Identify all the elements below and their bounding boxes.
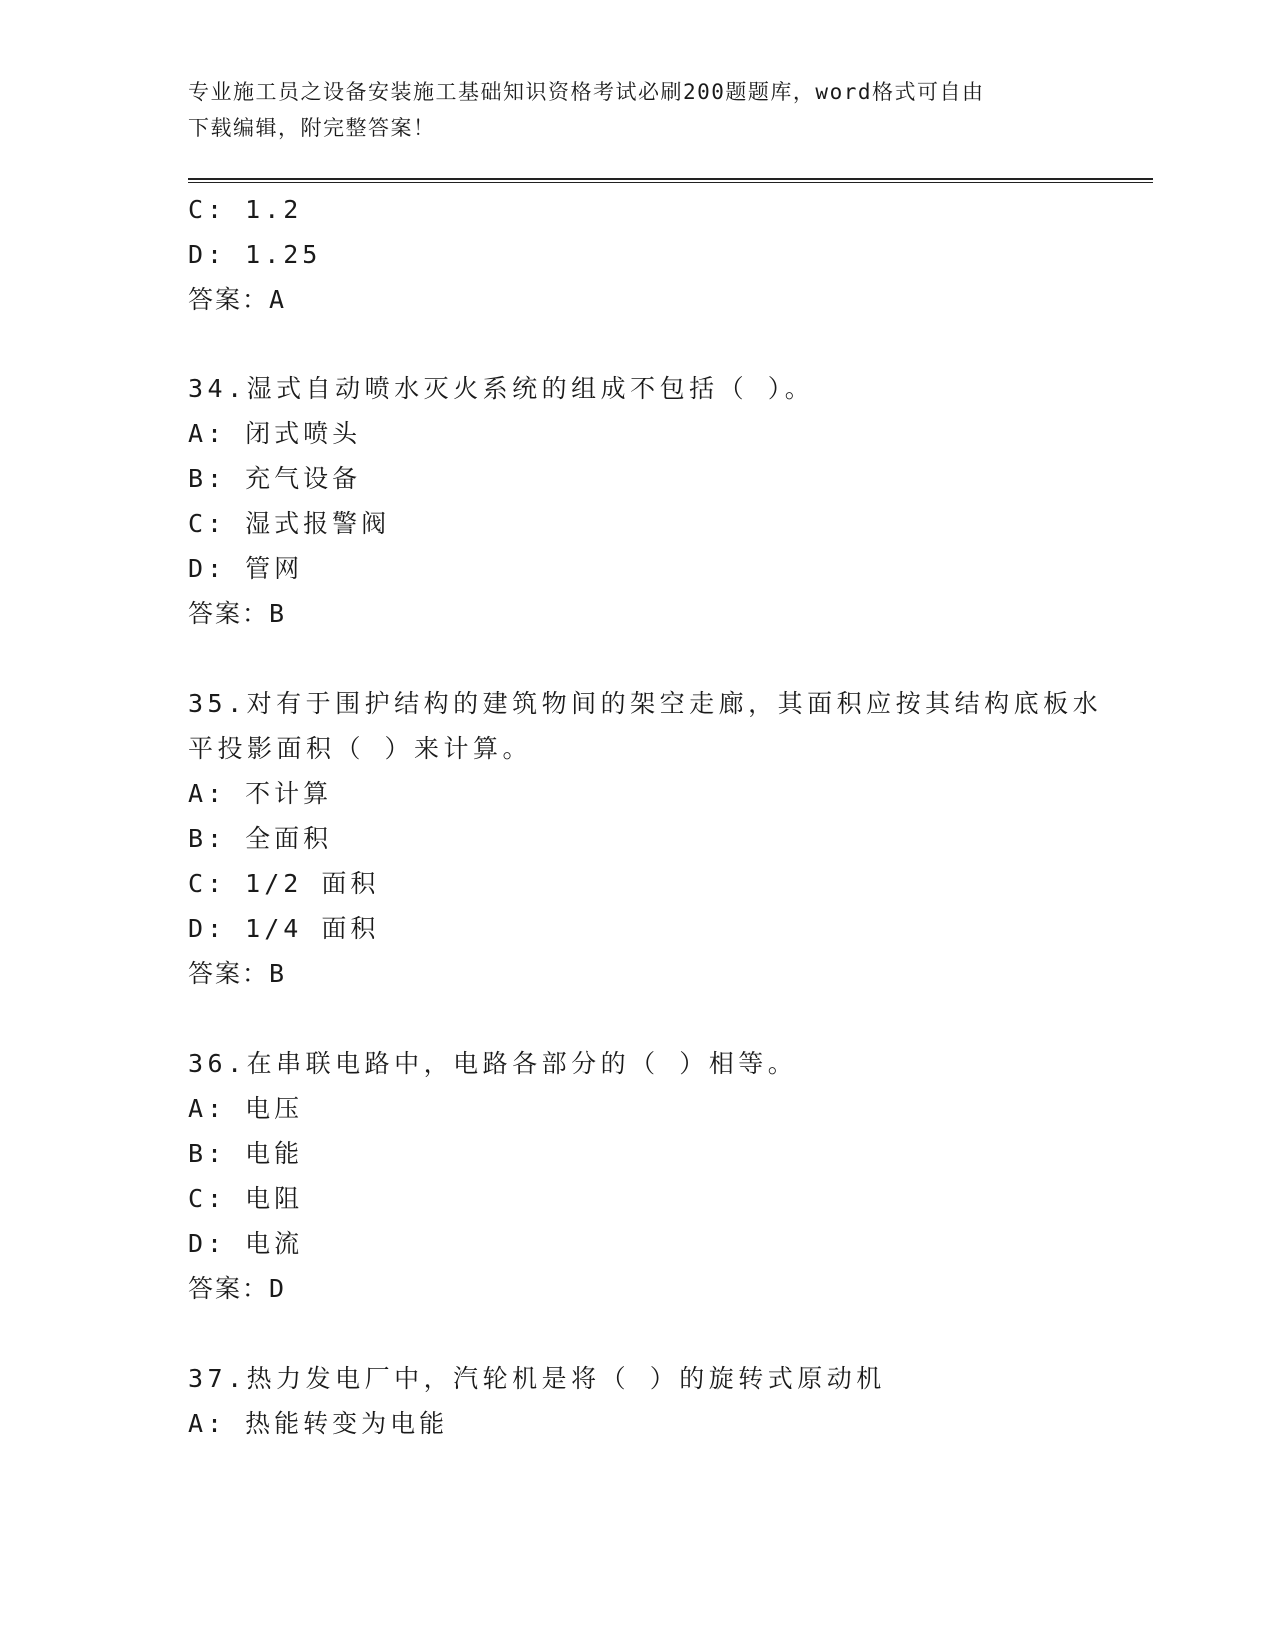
q36-option-b: B: 电能 xyxy=(188,1139,304,1168)
q35-stem-line-2: 平投影面积（ ）来计算。 xyxy=(188,734,533,763)
q36-stem: 36.在串联电路中，电路各部分的（ ）相等。 xyxy=(188,1049,798,1078)
q35-option-d: D: 1/4 面积 xyxy=(188,914,380,943)
q34-option-b: B: 充气设备 xyxy=(188,464,362,493)
q36-option-c: C: 电阻 xyxy=(188,1184,304,1213)
q34-option-a: A: 闭式喷头 xyxy=(188,419,362,448)
page-header xyxy=(188,74,1068,146)
q34-option-c: C: 湿式报警阀 xyxy=(188,509,391,538)
q33-option-c: C: 1.2 xyxy=(188,195,303,224)
q33-answer: 答案：A xyxy=(188,285,287,314)
q34-answer: 答案：B xyxy=(188,599,287,628)
q36-option-d: D: 电流 xyxy=(188,1229,304,1258)
q35-option-b: B: 全面积 xyxy=(188,824,333,853)
header-divider xyxy=(188,178,1153,183)
q35-answer: 答案：B xyxy=(188,959,287,988)
q36-option-a: A: 电压 xyxy=(188,1094,304,1123)
q37-option-a: A: 热能转变为电能 xyxy=(188,1409,449,1438)
header-title-line-1: 专业施工员之设备安装施工基础知识资格考试必刷200题题库，word格式可自由 xyxy=(188,80,985,104)
q35-stem-line-1: 35.对有于围护结构的建筑物间的架空走廊，其面积应按其结构底板水 xyxy=(188,689,1103,718)
q37-stem: 37.热力发电厂中，汽轮机是将（ ）的旋转式原动机 xyxy=(188,1364,886,1393)
q33-option-d: D: 1.25 xyxy=(188,240,322,269)
q36-answer: 答案：D xyxy=(188,1274,287,1303)
q35-option-a: A: 不计算 xyxy=(188,779,333,808)
q34-option-d: D: 管网 xyxy=(188,554,304,583)
header-title-line-2: 下载编辑，附完整答案！ xyxy=(188,116,436,140)
q34-stem: 34.湿式自动喷水灭火系统的组成不包括（ ）。 xyxy=(188,374,815,403)
q35-option-c: C: 1/2 面积 xyxy=(188,869,380,898)
